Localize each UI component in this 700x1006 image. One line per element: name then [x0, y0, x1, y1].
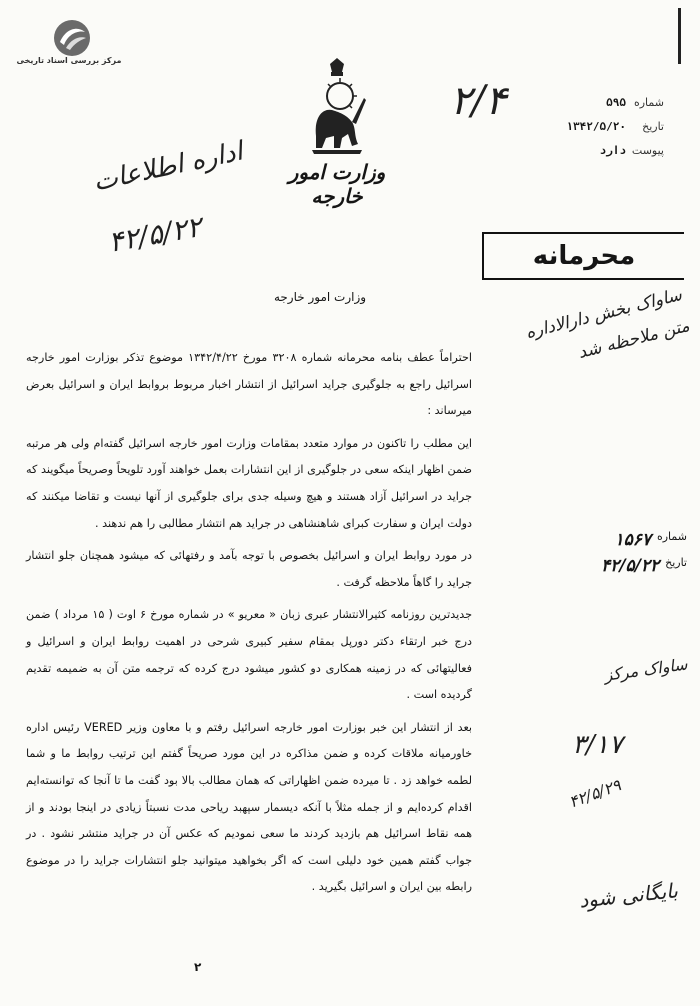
meta-attachment-row	[600, 144, 665, 157]
letter-body	[26, 345, 472, 907]
recipient-line: وزارت امور خارجه	[273, 290, 367, 304]
body-paragraph: احتراماً عطف بنامه محرمانه شماره ۳۲۰۸ مورخ ۱۳۴۲/۴/۲۲ موضوع تذکر بوزارت امور خارجه اسرائیل راجع به جلوگیری جراید اسرائیل از انتشار اخبار مربوط بروابط ایران و اسرائیل بعرض میرساند :	[26, 351, 472, 418]
handwritten-lower-note: ساواک مرکز	[603, 654, 689, 685]
ministry-title: وزارت امور خارجه	[288, 160, 386, 208]
meta-number-label: شماره	[633, 96, 664, 109]
meta-date-row	[566, 120, 664, 133]
meta-number-row	[606, 96, 664, 109]
lion-and-sun-emblem-icon	[302, 58, 372, 158]
registration-date-label: تاریخ	[665, 556, 687, 569]
body-paragraph: بعد از انتشار این خبر بوزارت امور خارجه اسرائیل رفتم و با معاون وزیر VERED رئیس اداره خاورمیانه ملاقات کرده و ضمن مذاکره در این مورد صریحاً گفتم این ترتیب روابط ما و شما لطمه خواهد زد . تا میرده ضمن اظهاراتی که همان مطالب بالا بود گفت ما تا آنجا که توانسته‌ایم اقدام کرده‌ایم و از جمله مثلاً با آنکه دیسمار سپهبد ریاحی مدت نسبتاً زیادی در اینجا بودند و از همه نقاط اسرائیل هم بازدید کردند ما سعی نمودیم که عکس آن در جراید منتشر نشود . در جواب گفتم همین خود دلیلی است که اگر بخواهید میتوانید جلو انتشارات جراید را در موضوع رابطه بین ایران و اسرائیل بگیرید .	[26, 720, 473, 894]
handwritten-fraction: ۲/۴	[450, 78, 507, 124]
handwritten-margin-note: ساواک بخش دارالاداره متن ملاحظه شد	[523, 284, 692, 364]
body-paragraph: این مطلب را تاکنون در موارد متعدد بمقامات وزارت امور خارجه اسرائیل گفته‌ام ولی هر مرتبه ضمن اظهار اینکه سعی در جلوگیری از این انتشارات بعمل خواهند آورد تلویحاً وصریحاً میگویند که جراید در اسرائیل آزاد هستند و هیچ وسیله جدی برای جلوگیری از آنها نیست و تقاضا میکنند که دولت ایران و سفارت کبرای شاهنشاهی در جراید هم انتشار مطالبی را هم ندهند .	[26, 436, 472, 530]
edge-mark	[678, 8, 681, 64]
handwritten-bottom-note: بایگانی شود	[577, 878, 679, 913]
classification-stamp: محرمانه	[482, 232, 684, 280]
archive-name: مرکز بررسی اسناد تاریخی	[16, 56, 122, 65]
body-paragraph: در مورد روابط ایران و اسرائیل بخصوص با توجه بآمد و رفتهائی که میشود همچنان جلو انتشار جراید را گاهاً ملاحظه گرفت .	[26, 549, 472, 589]
registration-stamp	[512, 530, 687, 582]
meta-number-value: ۵۹۵	[606, 96, 626, 109]
registration-date: ۴۲/۵/۲۲	[601, 556, 660, 576]
meta-attachment-value: دارد	[599, 144, 626, 157]
meta-attachment-label: پیوست	[631, 144, 664, 157]
handwritten-lower-number: ۳/۱۷	[572, 730, 623, 760]
archive-logo-icon	[52, 18, 92, 58]
registration-number: ۱۵۶۷	[614, 530, 651, 550]
handwritten-top-left-date: ۴۲/۵/۲۲	[105, 210, 205, 259]
meta-date-value: ۱۳۴۲/۵/۲۰	[566, 120, 626, 133]
registration-number-label: شماره	[656, 530, 687, 543]
handwritten-top-left-note: اداره اطلاعات	[90, 136, 246, 198]
page-number: ۲	[194, 960, 202, 974]
body-paragraph: جدیدترین روزنامه کثیرالانتشار عبری زبان « معریو » در شماره مورخ ۶ اوت ( ۱۵ مرداد ) ضمن درج خبر ارتقاء دکتر دورپل بمقام سفیر کبیری شرحی در اهمیت روابط ایران و اسرائیل و فعالیتهائی که در زمینه همکاری دو کشور میشود درج کرده که ترجمه متن آن به ضمیمه تقدیم گردیده است .	[26, 608, 472, 702]
handwritten-lower-date: ۴۲/۵/۲۹	[566, 775, 624, 812]
meta-date-label: تاریخ	[642, 120, 664, 133]
